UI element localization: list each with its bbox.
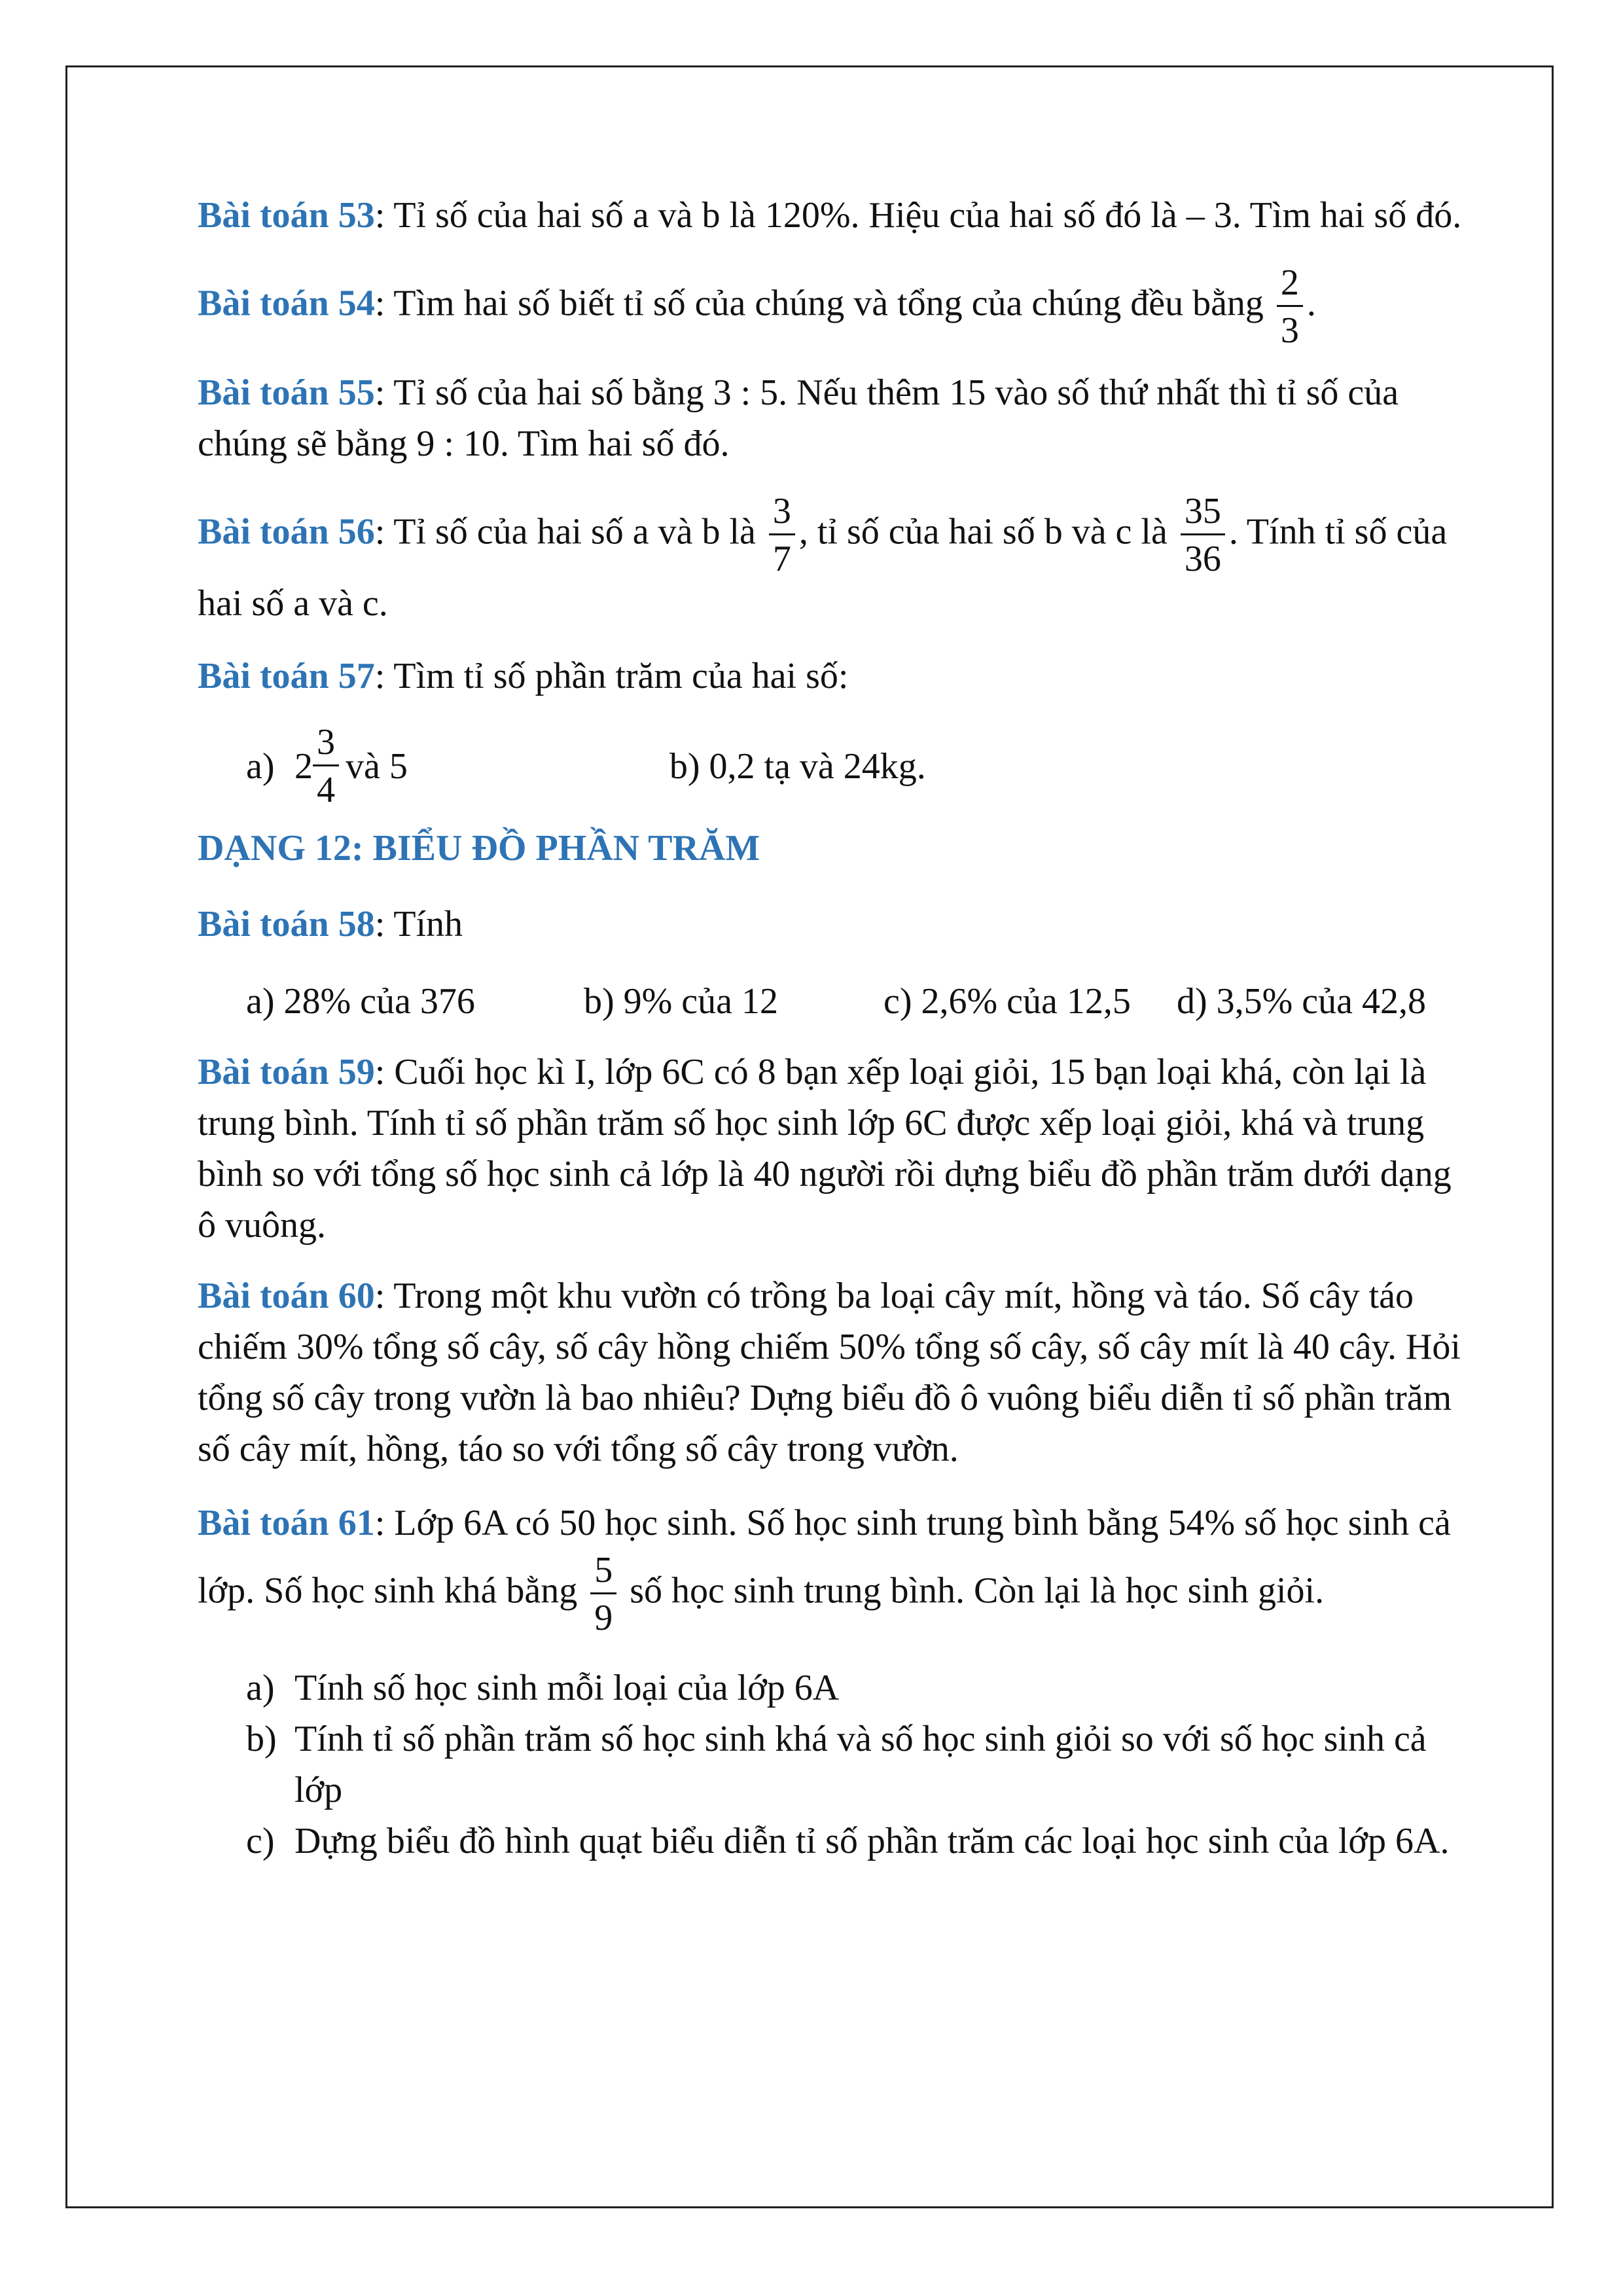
problem-59: [198, 1047, 1467, 1251]
problem-55-text: : Tỉ số của hai số bằng 3 : 5. Nếu thêm 15 vào số thứ nhất thì tỉ số của chúng sẽ bằng 9 : 10. Tìm hai số đó.: [198, 372, 1399, 464]
problem-56: [198, 493, 1467, 630]
list-item-marker: b): [246, 1719, 277, 1759]
mixed-number: [294, 724, 343, 808]
problem-58-label: Bài toán 58: [198, 904, 375, 944]
fraction-denominator: 7: [772, 539, 791, 579]
fraction-numerator: 35: [1181, 493, 1225, 535]
fraction-numerator: 3: [313, 724, 339, 766]
problem-55: [198, 367, 1467, 469]
problem-57-text: : Tìm tỉ số phần trăm của hai số:: [374, 656, 849, 696]
problem-56-text-3: . Tính tỉ số của hai số a và c.: [198, 511, 1448, 624]
problem-58-options: [198, 976, 1467, 1027]
option-d: d) 3,5% của 42,8: [1177, 981, 1427, 1022]
fraction-denominator: 36: [1184, 539, 1221, 579]
problem-55-label: Bài toán 55: [198, 372, 375, 413]
fraction-numerator: 3: [769, 493, 795, 535]
fraction-2-3: [1277, 264, 1303, 349]
option-a: a) 28% của 376: [246, 981, 475, 1022]
problem-60: [198, 1270, 1467, 1475]
problem-61-label: Bài toán 61: [198, 1503, 375, 1543]
option-c: c) 2,6% của 12,5: [883, 981, 1131, 1022]
problem-53-text: : Tỉ số của hai số a và b là 120%. Hiệu của hai số đó là – 3. Tìm hai số đó.: [374, 195, 1462, 236]
problem-56-text-2: , tỉ số của hai số b và c là: [798, 511, 1168, 552]
problem-53-label: Bài toán 53: [198, 195, 375, 236]
list-item: [246, 1816, 1467, 1867]
problem-61-text-1: : Lớp 6A có 50 học sinh. Số học sinh trung bình bằng 54% số học sinh cả lớp. Số học sinh khá bằng: [198, 1503, 1451, 1611]
problem-58-text: : Tính: [374, 904, 463, 944]
fraction-denominator: 3: [1280, 310, 1299, 351]
fraction-3-7: [769, 493, 795, 577]
option-b: b) 0,2 tạ và 24kg.: [669, 745, 926, 787]
problem-59-label: Bài toán 59: [198, 1052, 375, 1092]
document-body: [198, 190, 1467, 1867]
problem-60-label: Bài toán 60: [198, 1276, 375, 1316]
fraction-denominator: 9: [594, 1598, 613, 1638]
fraction-numerator: 2: [1277, 264, 1303, 307]
problem-56-text-1: : Tỉ số của hai số a và b là: [374, 511, 756, 552]
list-item: [246, 1662, 1467, 1713]
problem-57-label: Bài toán 57: [198, 656, 375, 696]
section-heading: DẠNG 12: BIỂU ĐỒ PHẦN TRĂM: [198, 828, 760, 869]
option-b: b) 9% của 12: [584, 981, 779, 1022]
mixed-whole: 2: [294, 745, 313, 787]
list-item-text: Tính tỉ số phần trăm số học sinh khá và số học sinh giỏi so với số học sinh cả lớp: [294, 1719, 1427, 1810]
list-item-marker: c): [246, 1821, 275, 1861]
problem-59-text: : Cuối học kì I, lớp 6C có 8 bạn xếp loại giỏi, 15 bạn loại khá, còn lại là trung bình. Tính tỉ số phần trăm số học sinh lớp 6C được xếp loại giỏi, khá và trung bình so với tổng số học sinh cả lớp là 40 người rồi dựng biểu đồ phần trăm dưới dạng ô vuông.: [198, 1052, 1452, 1246]
problem-53: [198, 190, 1467, 241]
fraction-numerator: 5: [590, 1552, 616, 1594]
problem-61-list: [246, 1662, 1467, 1867]
problem-57: [198, 651, 1467, 702]
problem-56-label: Bài toán 56: [198, 511, 375, 552]
problem-60-text: : Trong một khu vườn có trồng ba loại cây mít, hồng và táo. Số cây táo chiếm 30% tổng số cây, số cây hồng chiếm 50% tổng số cây, số cây mít là 40 cây. Hỏi tổng số cây trong vườn là bao nhiêu? Dựng biểu đồ ô vuông biểu diễn tỉ số phần trăm số cây mít, hồng, táo so với tổng số cây trong vườn.: [198, 1276, 1461, 1469]
problem-54-end: .: [1306, 283, 1316, 324]
fraction-35-36: [1181, 493, 1225, 577]
fraction-denominator: 4: [317, 770, 335, 810]
problem-61-text-2: số học sinh trung bình. Còn lại là học sinh giỏi.: [630, 1570, 1325, 1611]
problem-61: [198, 1494, 1467, 1636]
fraction-3-4: [313, 724, 339, 808]
list-item: [246, 1713, 1467, 1816]
list-item-text: Dựng biểu đồ hình quạt biểu diễn tỉ số phần trăm các loại học sinh của lớp 6A.: [294, 1821, 1450, 1861]
problem-54-text: : Tìm hai số biết tỉ số của chúng và tổng của chúng đều bằng: [374, 283, 1264, 324]
problem-54: [198, 264, 1467, 349]
list-item-marker: a): [246, 1668, 275, 1708]
problem-57-options: [198, 724, 1467, 808]
fraction-5-9: [590, 1552, 616, 1636]
problem-54-label: Bài toán 54: [198, 283, 375, 324]
option-a-marker: a): [246, 745, 275, 787]
problem-58: [198, 899, 1467, 950]
option-a-rest: và 5: [346, 745, 408, 787]
list-item-text: Tính số học sinh mỗi loại của lớp 6A: [294, 1668, 840, 1708]
